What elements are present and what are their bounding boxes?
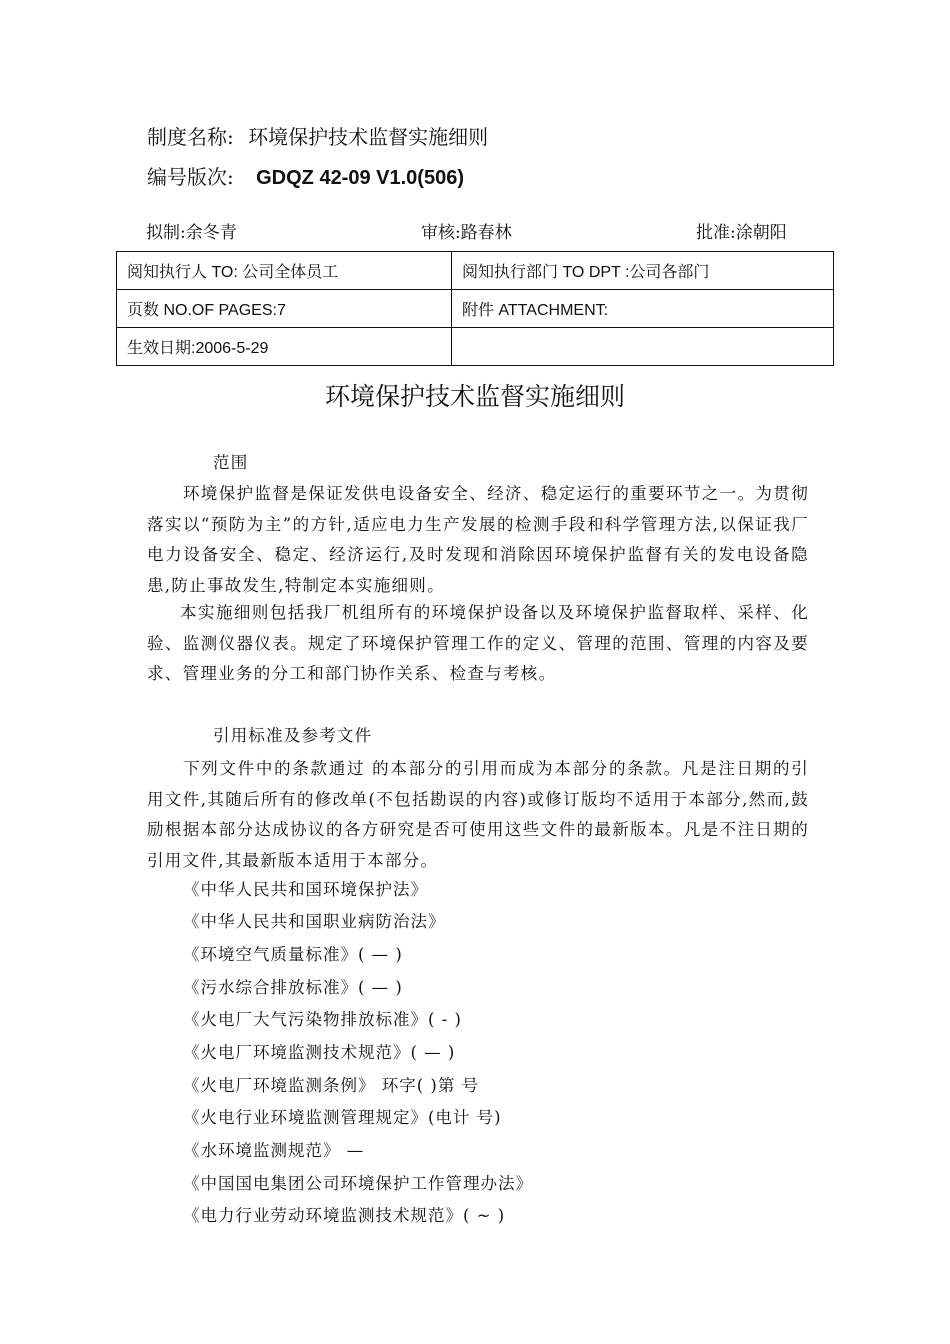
scope-heading: 范围: [213, 453, 249, 472]
reference-item: 《中华人民共和国环境保护法》: [183, 880, 428, 899]
reference-item: 《火电厂大气污染物排放标准》( - ): [183, 1010, 462, 1029]
to-cell: 阅知执行人 TO: 公司全体员工: [117, 252, 452, 290]
drafter: 拟制:余冬青: [146, 223, 237, 243]
reference-item: 《中华人民共和国职业病防治法》: [183, 912, 446, 931]
effective-date-cell: 生效日期:2006-5-29: [117, 328, 452, 366]
attachment-cell: 附件 ATTACHMENT:: [452, 290, 834, 328]
info-table: [116, 251, 834, 366]
code-value: GDQZ 42-09 V1.0(506): [256, 167, 464, 189]
reference-item: 《中国国电集团公司环境保护工作管理办法》: [183, 1174, 533, 1193]
reference-item: 《火电厂环境监测条例》 环字( )第 号: [183, 1076, 480, 1095]
table-row: [117, 328, 834, 366]
reference-item: 《环境空气质量标准》( — ): [183, 945, 403, 964]
system-name-value: 环境保护技术监督实施细则: [248, 125, 489, 149]
table-row: [117, 290, 834, 328]
system-name-line: [147, 121, 488, 150]
reference-item: 《火电行业环境监测管理规定》(电计 号): [183, 1108, 502, 1127]
system-name-label: 制度名称:: [147, 125, 234, 149]
document-title: 环境保护技术监督实施细则: [324, 382, 625, 411]
code-version-line: [147, 161, 464, 190]
table-row: [117, 252, 834, 290]
reference-item: 《火电厂环境监测技术规范》( — ): [183, 1043, 456, 1062]
references-heading: 引用标准及参考文件: [213, 726, 373, 745]
scope-paragraph-2: 本实施细则包括我厂机组所有的环境保护设备以及环境保护监督取样、采样、化验、监测仪器仪表。规定了环境保护管理工作的定义、管理的范围、管理的内容及要求、管理业务的分工和部门协作关系、检查与考核。: [147, 603, 809, 683]
empty-cell: [452, 328, 834, 366]
scope-paragraph-1: 环境保护监督是保证发供电设备安全、经济、稳定运行的重要环节之一。为贯彻落实以“预防为主”的方针,适应电力生产发展的检测手段和科学管理方法,以保证我厂电力设备安全、稳定、经济运行,及时发现和消除因环境保护监督有关的发电设备隐患,防止事故发生,特制定本实施细则。: [147, 484, 809, 595]
reviewer: 审核:路春林: [421, 223, 512, 243]
code-label: 编号版次:: [147, 165, 234, 189]
references-paragraph: 下列文件中的条款通过 的本部分的引用而成为本部分的条款。凡是注日期的引用文件,其随后所有的修改单(不包括勘误的内容)或修订版均不适用于本部分,然而,鼓励根据本部分达成协议的各方研究是否可使用这些文件的最新版本。凡是不注日期的引用文件,其最新版本适用于本部分。: [147, 759, 809, 870]
reference-item: 《污水综合排放标准》( — ): [183, 978, 403, 997]
reference-item: 《水环境监测规范》 —: [183, 1141, 365, 1160]
reference-item: 《电力行业劳动环境监测技术规范》( ~ ): [183, 1206, 506, 1225]
to-dpt-cell: 阅知执行部门 TO DPT :公司各部门: [452, 252, 834, 290]
approver: 批准:涂朝阳: [696, 223, 787, 243]
pages-cell: 页数 NO.OF PAGES:7: [117, 290, 452, 328]
